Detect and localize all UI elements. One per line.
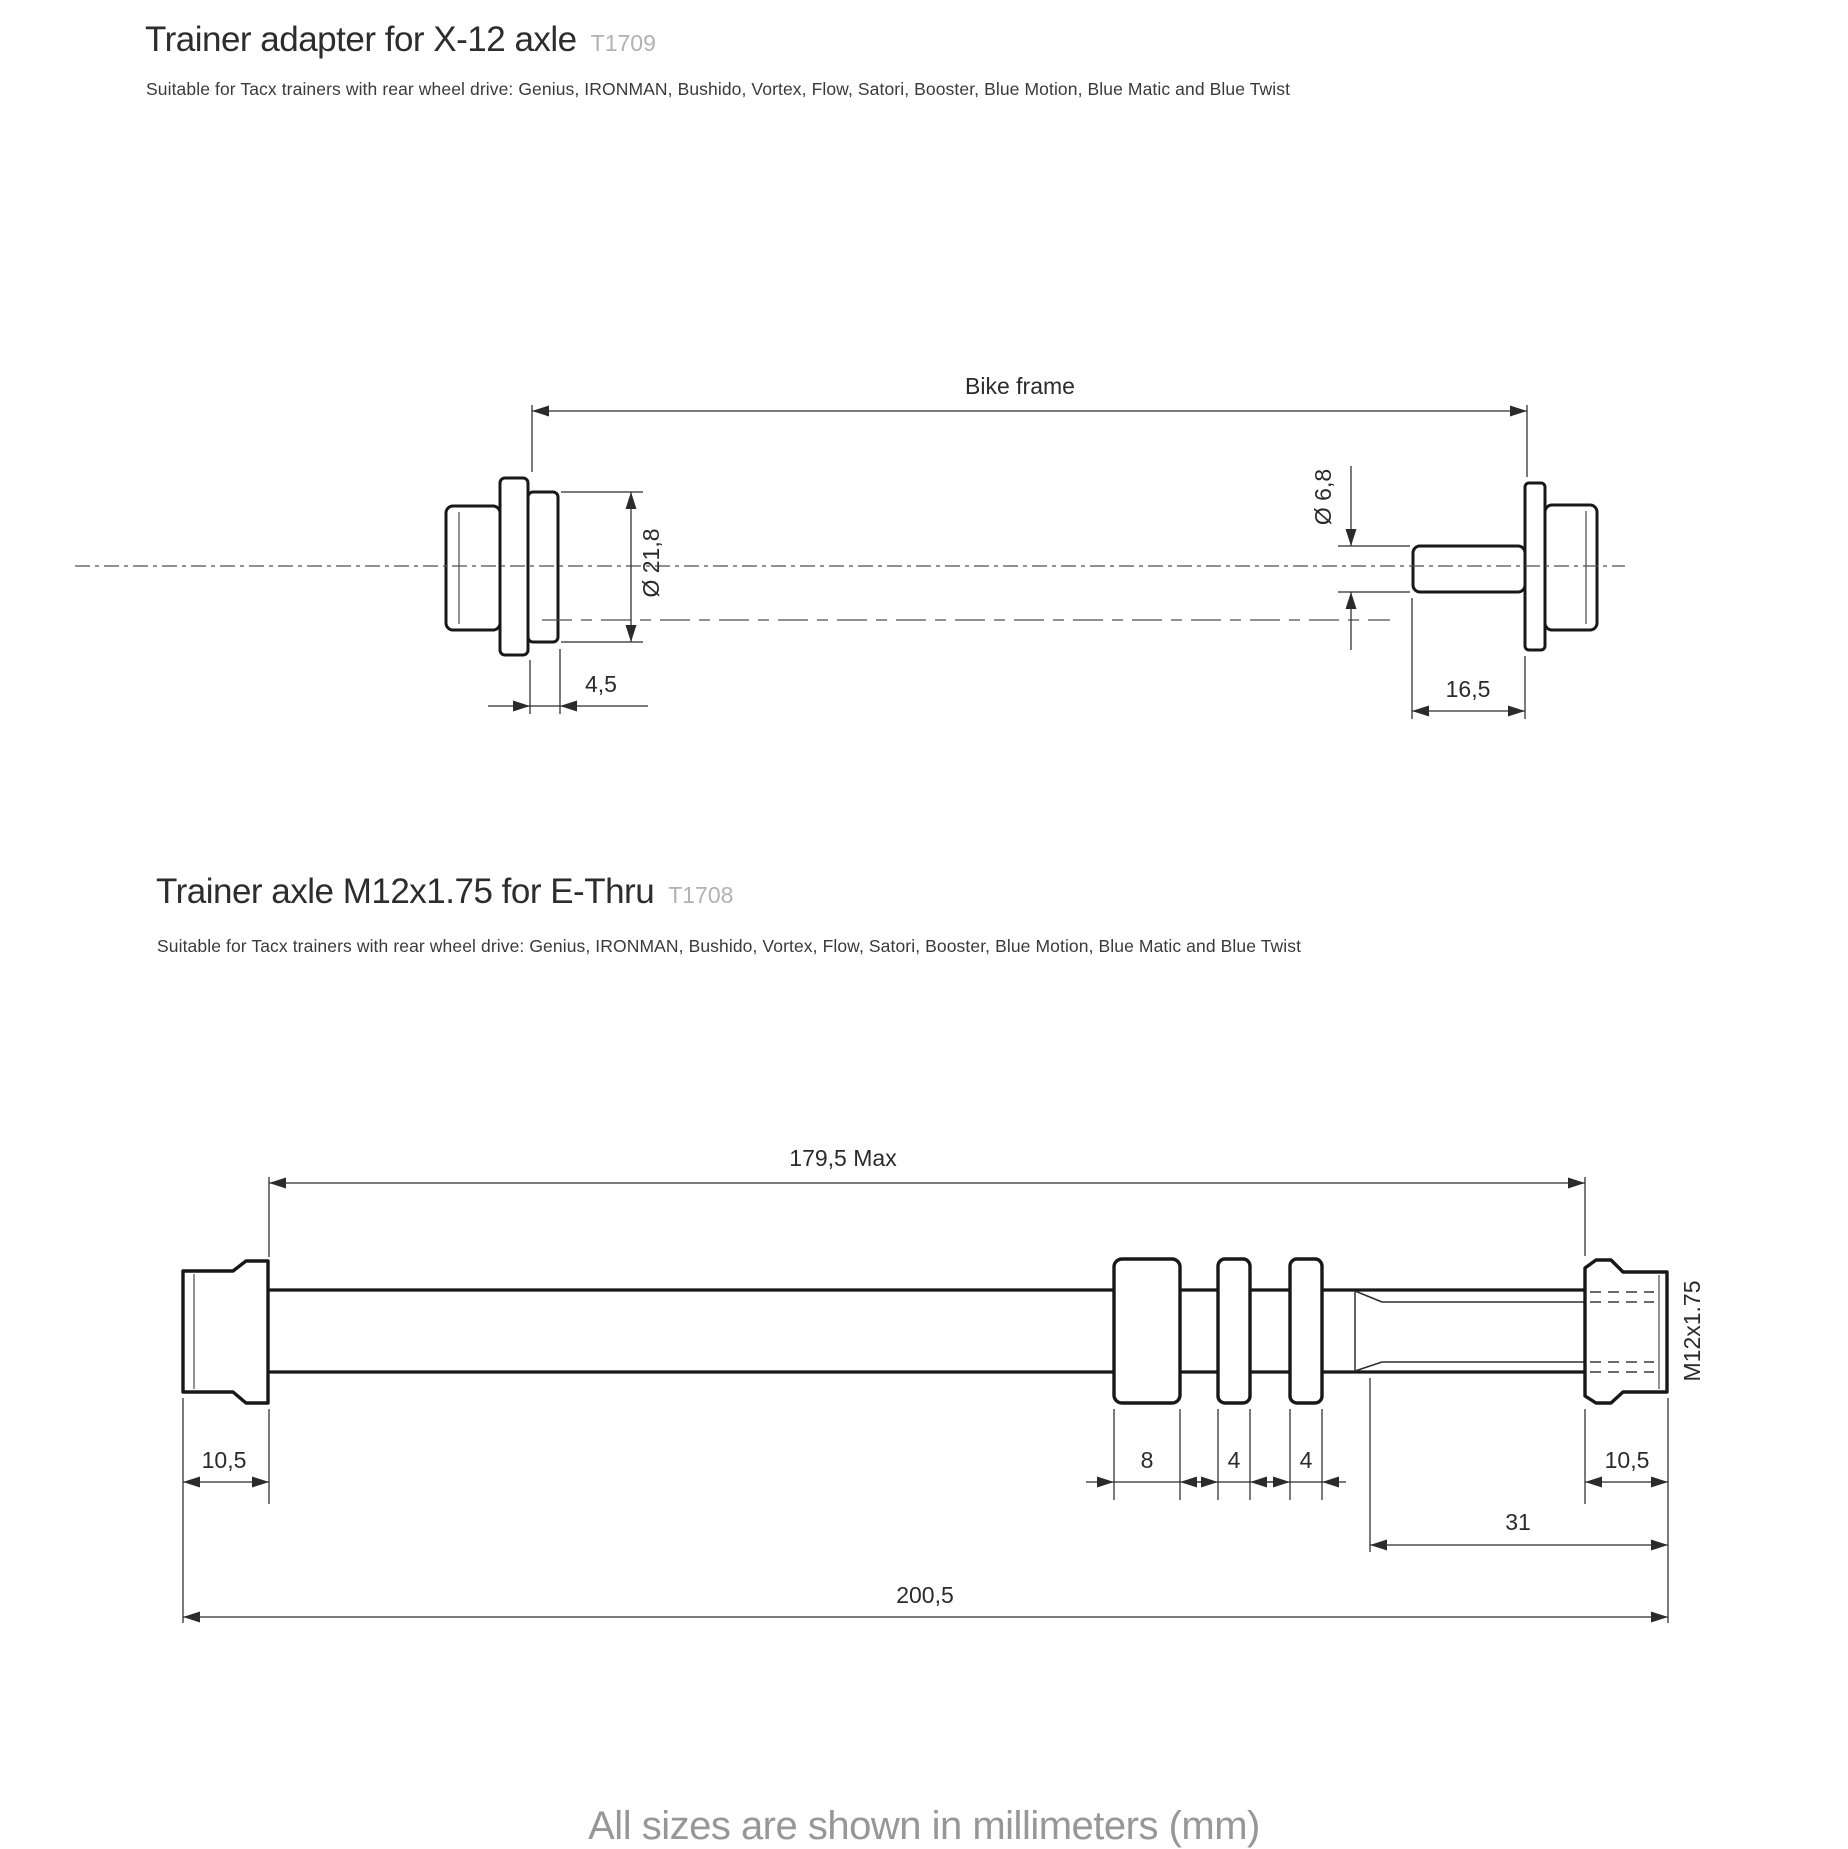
dim-collar-wide [1086,1409,1208,1500]
arrowhead [1568,1178,1585,1189]
units-note: All sizes are shown in millimeters (mm) [588,1804,1260,1848]
dim-total-length [183,1582,1668,1623]
dim-label-right-head: 10,5 [1604,1447,1650,1473]
dim-pin-od [1310,466,1410,650]
dim-label-cap-width: 4,5 [585,671,617,697]
arrowhead [626,492,637,509]
arrowhead [513,701,530,712]
arrowhead [1412,706,1429,717]
axle-shaft [268,1290,1585,1372]
axle-collar-wide [1114,1259,1180,1403]
axle-collar-narrow-2 [1290,1259,1322,1403]
arrowhead [183,1477,200,1488]
adapter-left-small-cylinder [446,506,500,630]
dim-label-thread-spec: M12x1.75 [1679,1280,1705,1382]
dim-label-thread-length: 31 [1505,1509,1531,1535]
arrowhead [1097,1477,1114,1488]
arrowhead [1510,406,1527,417]
arrowhead [1346,529,1357,546]
dim-pin-length [1412,598,1525,719]
arrowhead [252,1477,269,1488]
arrowhead [1651,1612,1668,1623]
axle-collar-narrow-1 [1218,1259,1250,1403]
dim-right-head-width [1585,1398,1668,1623]
product1-description: Suitable for Tacx trainers with rear wheel drive: Genius, IRONMAN, Bushido, Vortex, Flow, Satori, Booster, Blue Motion, Blue Matic and Blue Twist [146,79,1291,99]
dim-label-bike-frame: Bike frame [965,373,1075,399]
axle-diagram [183,1145,1705,1623]
product1-title: Trainer adapter for X-12 axle [145,20,577,59]
dim-label-collar-wide: 8 [1140,1447,1154,1473]
axle-left-head [183,1261,268,1403]
arrowhead [1651,1540,1668,1551]
arrowhead [560,701,577,712]
arrowhead [183,1612,200,1623]
dim-label-left-head: 10,5 [201,1447,247,1473]
adapter-diagram [75,373,1625,719]
dim-collar-mid [1194,1409,1274,1500]
adapter-right-pin [1413,546,1525,592]
arrowhead [269,1178,286,1189]
product2-code: T1708 [668,882,734,908]
dim-cap-width [488,649,648,714]
product2-title: Trainer axle M12x1.75 for E-Thru [156,872,655,911]
dim-label-collar-mid: 4 [1227,1447,1241,1473]
adapter-right-head [1545,505,1597,630]
dim-label-max-length: 179,5 Max [789,1145,897,1171]
arrowhead [1346,592,1357,609]
arrowhead [1322,1477,1339,1488]
dim-label-flange-od: Ø 21,8 [638,528,664,598]
arrowhead [1250,1477,1267,1488]
dim-max-length [269,1145,1585,1257]
arrowhead [1508,706,1525,717]
dim-label-pin-od: Ø 6,8 [1310,468,1336,526]
product1-code: T1709 [590,30,656,56]
arrowhead [1651,1477,1668,1488]
arrowhead [1585,1477,1602,1488]
thread-chamfer-top [1355,1291,1382,1302]
arrowhead [532,406,549,417]
dim-collar-right [1266,1409,1346,1500]
arrowhead [1370,1540,1387,1551]
arrowhead [1201,1477,1218,1488]
dim-label-collar-right: 4 [1299,1447,1313,1473]
thread-chamfer-bottom [1355,1362,1382,1371]
dim-label-pin-length: 16,5 [1445,676,1491,702]
arrowhead [1273,1477,1290,1488]
arrowhead [626,625,637,642]
dim-label-total-length: 200,5 [896,1582,954,1608]
axle-right-head [1585,1260,1667,1403]
product2-description: Suitable for Tacx trainers with rear wheel drive: Genius, IRONMAN, Bushido, Vortex, Flow, Satori, Booster, Blue Motion, Blue Matic and Blue Twist [157,936,1302,956]
dim-bike-frame [532,373,1527,477]
dim-left-head-width [183,1398,269,1623]
